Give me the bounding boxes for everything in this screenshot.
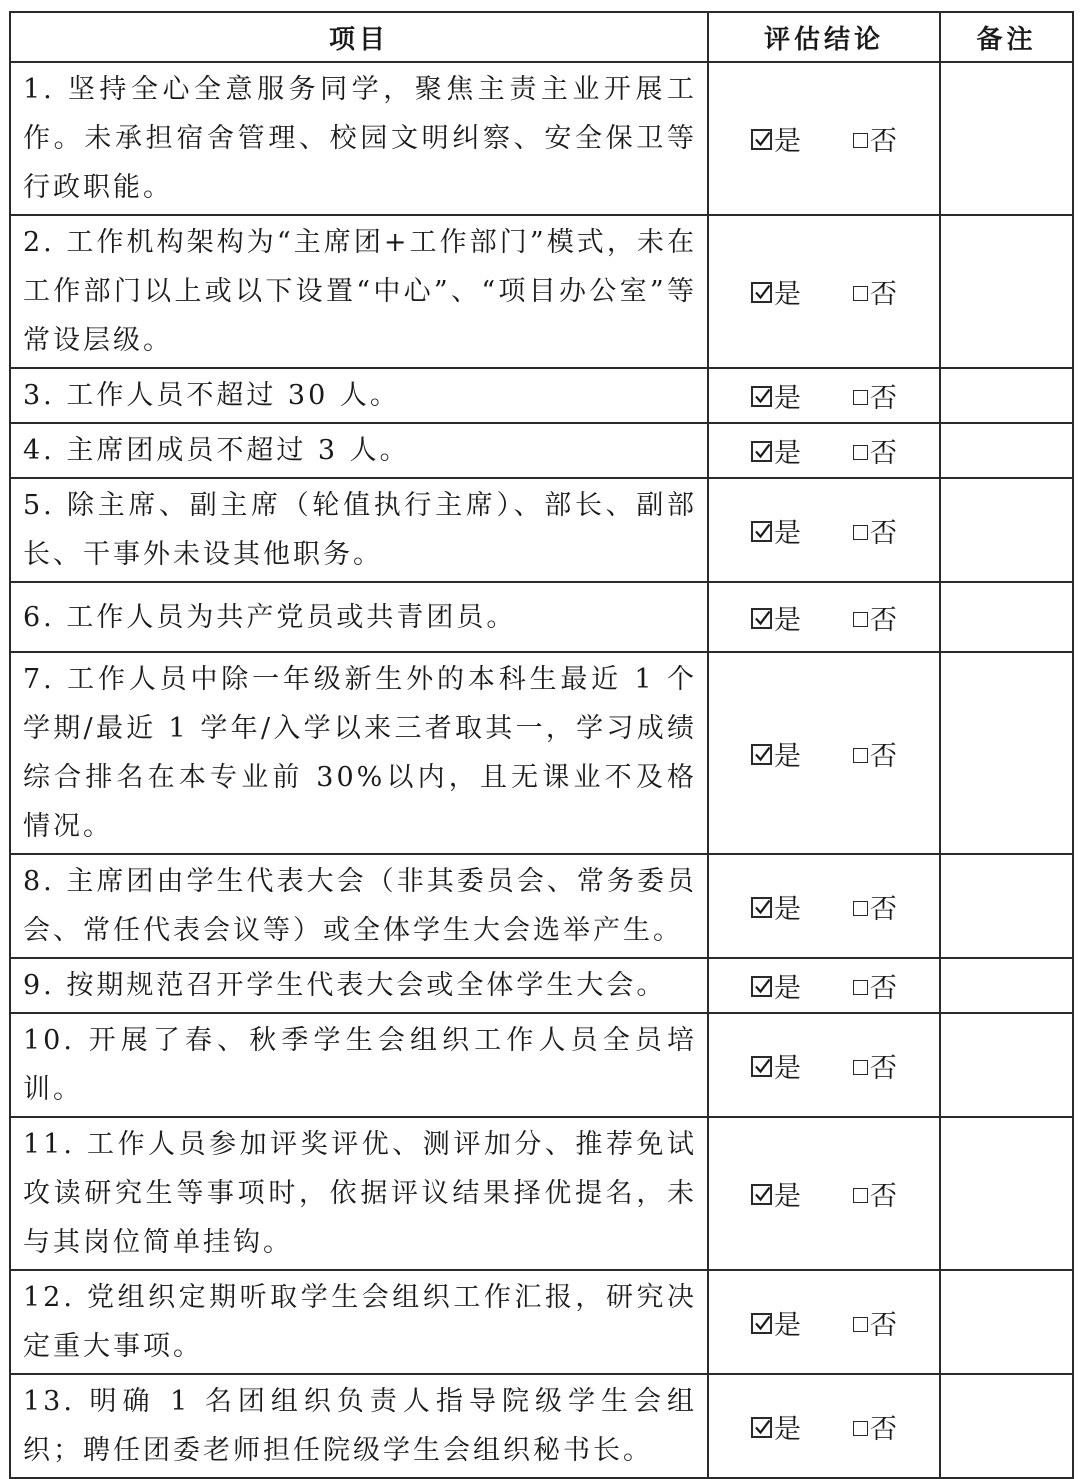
empty-box-icon[interactable] [853, 445, 868, 460]
option-yes-label: 是 [774, 893, 801, 925]
conclusion-cell [708, 1117, 940, 1270]
option-no-label: 否 [870, 279, 897, 310]
checked-box-icon[interactable] [751, 386, 772, 407]
option-yes-label: 是 [774, 279, 801, 310]
table-row [10, 423, 1073, 478]
table-row [10, 854, 1073, 958]
checked-box-icon[interactable] [751, 129, 772, 150]
note-cell[interactable] [940, 652, 1073, 854]
checked-box-icon[interactable] [751, 441, 772, 462]
note-cell[interactable] [940, 1270, 1073, 1374]
option-yes[interactable] [751, 598, 801, 637]
table-row [10, 1270, 1073, 1374]
item-text: 8. 主席团由学生代表大会（非其委员会、常务委员会、常任代表会议等）或全体学生大会选举产生。 [10, 854, 708, 958]
empty-box-icon[interactable] [853, 1421, 868, 1436]
option-no-label: 否 [870, 383, 897, 414]
table-row [10, 215, 1073, 368]
option-yes[interactable] [751, 1407, 801, 1446]
note-cell[interactable] [940, 854, 1073, 958]
checked-box-icon[interactable] [751, 1313, 772, 1334]
conclusion-cell [708, 582, 940, 652]
option-no-label: 否 [870, 740, 897, 772]
option-no-label: 否 [870, 893, 897, 925]
checked-box-icon[interactable] [751, 1184, 772, 1205]
empty-box-icon[interactable] [853, 1060, 868, 1075]
option-no[interactable] [853, 887, 897, 926]
option-yes-label: 是 [774, 383, 801, 414]
note-cell[interactable] [940, 368, 1073, 423]
option-yes[interactable] [751, 966, 801, 1005]
conclusion-cell [708, 652, 940, 854]
checked-box-icon[interactable] [751, 976, 772, 997]
conclusion-cell [708, 62, 940, 215]
option-no-label: 否 [870, 126, 897, 157]
option-no-label: 否 [870, 1413, 897, 1445]
option-yes-label: 是 [774, 973, 801, 1004]
option-no[interactable] [853, 734, 897, 773]
empty-box-icon[interactable] [853, 612, 868, 627]
table-row [10, 652, 1073, 854]
note-cell[interactable] [940, 582, 1073, 652]
checked-box-icon[interactable] [751, 1417, 772, 1438]
header-note: 备注 [940, 12, 1073, 62]
evaluation-sheet [9, 11, 1072, 1479]
option-yes[interactable] [751, 119, 801, 158]
conclusion-cell [708, 478, 940, 582]
option-yes-label: 是 [774, 740, 801, 772]
note-cell[interactable] [940, 62, 1073, 215]
conclusion-cell [708, 958, 940, 1013]
checked-box-icon[interactable] [751, 282, 772, 303]
option-yes-label: 是 [774, 517, 801, 549]
option-no[interactable] [853, 119, 897, 158]
item-text: 10. 开展了春、秋季学生会组织工作人员全员培训。 [10, 1013, 708, 1117]
empty-box-icon[interactable] [853, 286, 868, 301]
table-row [10, 582, 1073, 652]
option-yes[interactable] [751, 734, 801, 773]
note-cell[interactable] [940, 215, 1073, 368]
conclusion-cell [708, 368, 940, 423]
checked-box-icon[interactable] [751, 608, 772, 629]
option-yes-label: 是 [774, 1052, 801, 1084]
item-text: 7. 工作人员中除一年级新生外的本科生最近 1 个学期/最近 1 学年/入学以来三者取其一，学习成绩综合排名在本专业前 30%以内，且无课业不及格情况。 [10, 652, 708, 854]
header-row [10, 12, 1073, 62]
item-text: 3. 工作人员不超过 30 人。 [10, 368, 708, 423]
table-row [10, 368, 1073, 423]
empty-box-icon[interactable] [853, 525, 868, 540]
evaluation-table [9, 11, 1074, 1479]
option-no[interactable] [853, 1303, 897, 1342]
note-cell[interactable] [940, 958, 1073, 1013]
item-text: 11. 工作人员参加评奖评优、测评加分、推荐免试攻读研究生等事项时，依据评议结果择优提名，未与其岗位简单挂钩。 [10, 1117, 708, 1270]
option-yes[interactable] [751, 431, 801, 470]
conclusion-cell [708, 1270, 940, 1374]
item-text: 1. 坚持全心全意服务同学，聚焦主责主业开展工作。未承担宿舍管理、校园文明纠察、安全保卫等行政职能。 [10, 62, 708, 215]
item-text: 9. 按期规范召开学生代表大会或全体学生大会。 [10, 958, 708, 1013]
conclusion-cell [708, 423, 940, 478]
option-no-label: 否 [870, 973, 897, 1004]
item-text: 13. 明确 1 名团组织负责人指导院级学生会组织；聘任团委老师担任院级学生会组织秘书长。 [10, 1374, 708, 1478]
option-yes-label: 是 [774, 1413, 801, 1445]
option-no[interactable] [853, 1174, 897, 1213]
option-no[interactable] [853, 1046, 897, 1085]
empty-box-icon[interactable] [853, 133, 868, 148]
option-yes-label: 是 [774, 604, 801, 636]
checked-box-icon[interactable] [751, 1056, 772, 1077]
table-row [10, 62, 1073, 215]
checked-box-icon[interactable] [751, 521, 772, 542]
checked-box-icon[interactable] [751, 897, 772, 918]
item-text: 5. 除主席、副主席（轮值执行主席）、部长、副部长、干事外未设其他职务。 [10, 478, 708, 582]
empty-box-icon[interactable] [853, 390, 868, 405]
option-yes[interactable] [751, 272, 801, 311]
option-no[interactable] [853, 376, 897, 415]
table-row [10, 1013, 1073, 1117]
option-yes[interactable] [751, 887, 801, 926]
header-conclusion: 评估结论 [708, 12, 940, 62]
conclusion-cell [708, 1013, 940, 1117]
table-row [10, 1117, 1073, 1270]
option-yes-label: 是 [774, 1309, 801, 1341]
conclusion-cell [708, 215, 940, 368]
item-text: 12. 党组织定期听取学生会组织工作汇报，研究决定重大事项。 [10, 1270, 708, 1374]
option-no[interactable] [853, 598, 897, 637]
header-item: 项目 [10, 12, 708, 62]
note-cell[interactable] [940, 423, 1073, 478]
empty-box-icon[interactable] [853, 1188, 868, 1203]
conclusion-cell [708, 854, 940, 958]
option-yes-label: 是 [774, 126, 801, 157]
note-cell[interactable] [940, 1117, 1073, 1270]
option-yes[interactable] [751, 1046, 801, 1085]
option-no[interactable] [853, 431, 897, 470]
conclusion-cell [708, 1374, 940, 1478]
option-no[interactable] [853, 966, 897, 1005]
option-no-label: 否 [870, 1181, 897, 1212]
note-cell[interactable] [940, 1374, 1073, 1478]
table-row [10, 478, 1073, 582]
option-yes[interactable] [751, 1174, 801, 1213]
item-text: 6. 工作人员为共产党员或共青团员。 [10, 582, 708, 652]
table-row [10, 958, 1073, 1013]
table-row [10, 1374, 1073, 1478]
option-no-label: 否 [870, 517, 897, 549]
empty-box-icon[interactable] [853, 980, 868, 995]
option-yes-label: 是 [774, 1181, 801, 1212]
empty-box-icon[interactable] [853, 901, 868, 916]
note-cell[interactable] [940, 1013, 1073, 1117]
option-no-label: 否 [870, 1309, 897, 1341]
checked-box-icon[interactable] [751, 744, 772, 765]
option-no-label: 否 [870, 604, 897, 636]
option-no[interactable] [853, 272, 897, 311]
empty-box-icon[interactable] [853, 1317, 868, 1332]
option-no[interactable] [853, 511, 897, 550]
option-no[interactable] [853, 1407, 897, 1446]
option-yes[interactable] [751, 376, 801, 415]
option-yes[interactable] [751, 1303, 801, 1342]
empty-box-icon[interactable] [853, 748, 868, 763]
item-text: 2. 工作机构架构为“主席团+工作部门”模式，未在工作部门以上或以下设置“中心”、“项目办公室”等常设层级。 [10, 215, 708, 368]
note-cell[interactable] [940, 478, 1073, 582]
option-no-label: 否 [870, 1052, 897, 1084]
option-yes-label: 是 [774, 438, 801, 469]
option-no-label: 否 [870, 438, 897, 469]
item-text: 4. 主席团成员不超过 3 人。 [10, 423, 708, 478]
option-yes[interactable] [751, 511, 801, 550]
